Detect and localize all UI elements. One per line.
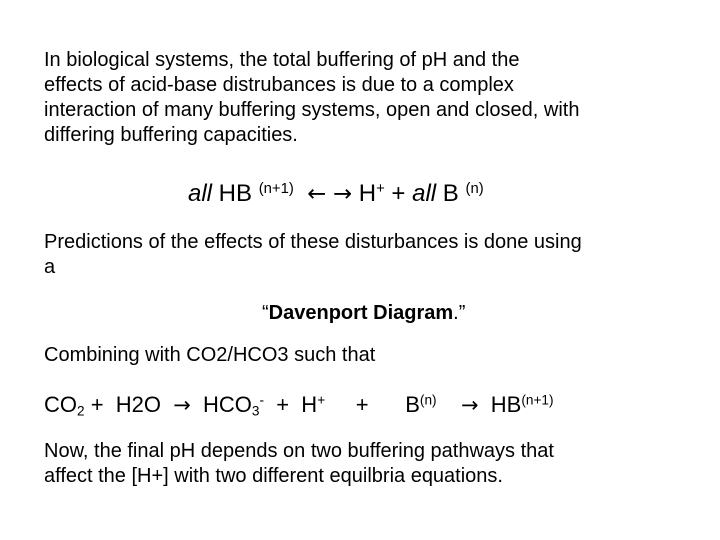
intro-line: interaction of many buffering systems, open and closed, with xyxy=(44,99,580,121)
conclusion-line: affect the [H+] with two different equilbria equations. xyxy=(44,465,503,487)
eq1-plus: + xyxy=(384,180,413,207)
davenport-name: Davenport Diagram xyxy=(268,302,454,324)
eq1-sup-left: (n+1) xyxy=(258,180,294,197)
eq2-hco-sup: - xyxy=(259,392,264,408)
eq1-hb: HB xyxy=(212,180,259,207)
eq2-hco-sub: 3 xyxy=(251,403,260,419)
eq1-all: all xyxy=(188,180,213,207)
arrow-right-icon: → xyxy=(461,393,479,417)
bicarbonate-equation xyxy=(44,392,554,418)
eq2-b-sup: (n) xyxy=(419,392,437,408)
eq2-hco: HCO xyxy=(190,392,252,417)
conclusion-paragraph xyxy=(44,439,554,489)
predictions-line: Predictions of the effects of these disturbances is done using xyxy=(44,231,582,253)
intro-line: In biological systems, the total buffering of pH and the xyxy=(44,49,520,71)
eq1-all-2: all xyxy=(412,180,437,207)
combining-text: Combining with CO2/HCO3 such that xyxy=(44,344,376,366)
eq2-h-sup: + xyxy=(317,392,326,408)
buffer-equation xyxy=(188,180,484,208)
eq1-b: B xyxy=(436,180,466,207)
eq2-plus-h2o: + H2O xyxy=(84,392,174,417)
intro-line: effects of acid-base distrubances is due to a complex xyxy=(44,74,514,96)
eq1-h: H xyxy=(352,180,377,207)
eq1-h-charge: + xyxy=(376,180,385,197)
arrow-right-icon: → xyxy=(332,181,353,207)
eq1-sup-right: (n) xyxy=(465,180,484,197)
arrow-left-icon: ← xyxy=(307,181,327,207)
intro-line: differing buffering capacities. xyxy=(44,124,298,146)
eq2-plus-b: + B xyxy=(325,392,420,417)
arrow-right-icon: → xyxy=(173,393,191,417)
davenport-close: .” xyxy=(453,302,466,324)
eq2-co: CO xyxy=(44,392,77,417)
conclusion-line: Now, the final pH depends on two buffering pathways that xyxy=(44,440,554,462)
predictions-line: a xyxy=(44,256,56,278)
intro-paragraph xyxy=(44,48,579,148)
eq2-hb: HB xyxy=(478,392,522,417)
eq2-co-sub: 2 xyxy=(77,403,85,419)
eq2-plus-h: + H xyxy=(264,392,318,417)
davenport-heading xyxy=(262,301,465,326)
davenport-open-quote: “ xyxy=(262,302,269,324)
eq2-hb-sup: (n+1) xyxy=(521,392,554,408)
predictions-paragraph xyxy=(44,230,582,280)
